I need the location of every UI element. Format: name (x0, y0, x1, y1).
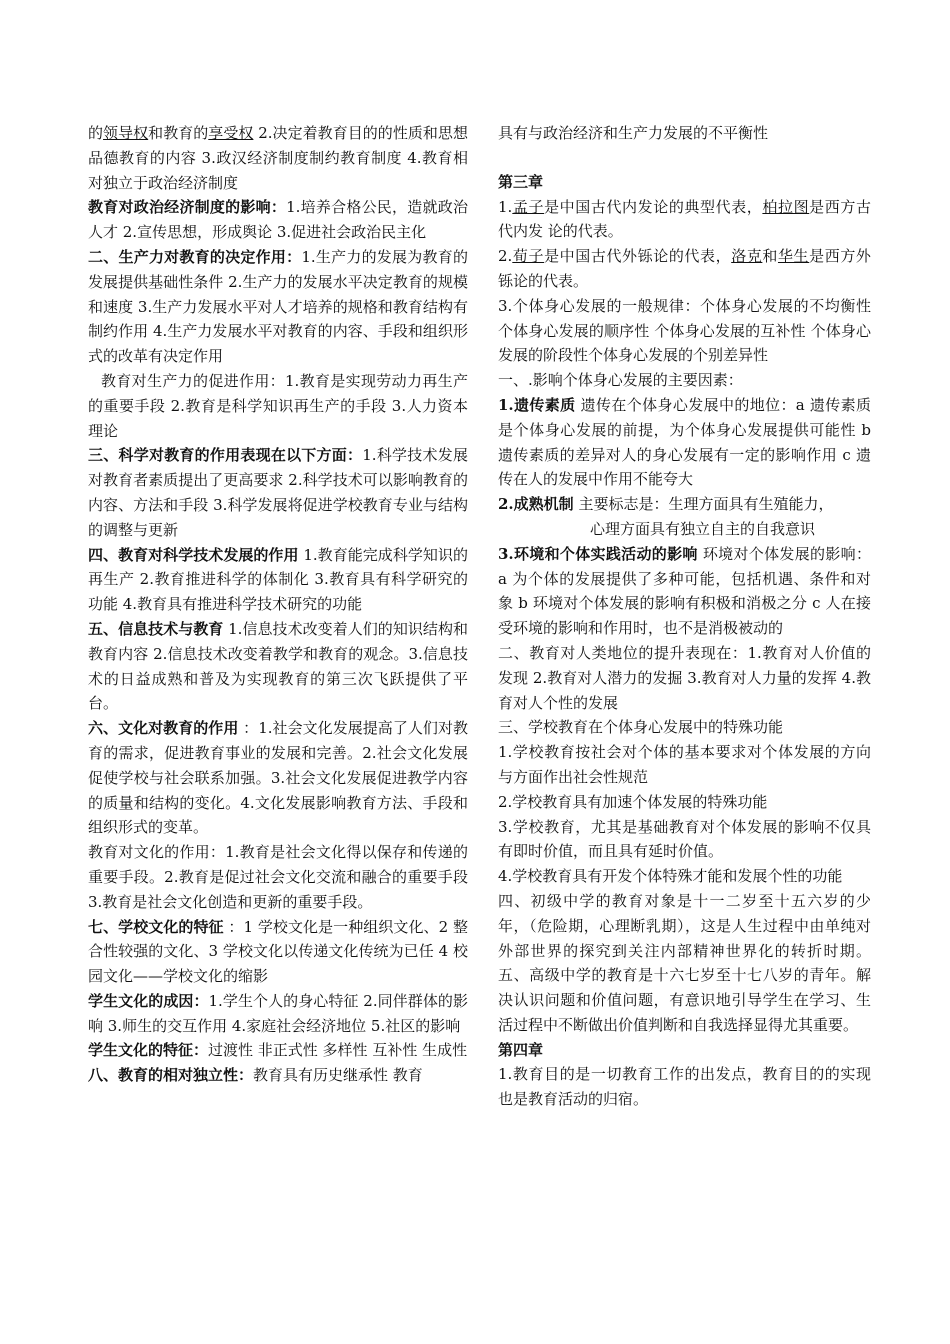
chapter-heading: 第三章 (498, 172, 544, 191)
paragraph-student-culture-causes (88, 989, 468, 1039)
section-heading: 八、教育的相对独立性： (88, 1066, 254, 1085)
underlined-term: 荀子 (512, 247, 545, 266)
underlined-term: 洛克 (731, 247, 763, 266)
chapter-heading: 第四章 (498, 1040, 544, 1059)
paragraph-human-status-elevation: 二、教育对人类地位的提升表现在：1.教育对人价值的发现 2.教育对人潜力的发掘 3.教育对人力量的发挥 4.教育对人个性的发展 (498, 643, 871, 712)
text: 2.决定着教育目的的性质和思想品德教育的内容 3.政汉经济制度制约教育制度 4.教育相对独立于政治经济制度 (88, 124, 468, 192)
paragraph-school-special-functions-heading: 三、学校教育在个体身心发展中的特殊功能 (498, 718, 784, 737)
text: 环境对个体发展的影响：a 为个体的发展提供了多种可能，包括机遇、条件和对象 b 环境对个体发展的影响有积极和消极之分 c 人在接受环境的影响和作用时，也不是消极被动的 (498, 544, 871, 638)
section-heading: 七、学校文化的特征 (88, 917, 224, 936)
underlined-term: 柏拉图 (762, 197, 810, 216)
text: 1.培养合格公民，造就政治人才 2.宣传思想，形成舆论 3.促进社会政治民主化 (88, 198, 468, 242)
paragraph-culture-effect-on-education (88, 716, 468, 840)
text: 1. (498, 197, 513, 216)
paragraph-middle-school-objects: 四、初级中学的教育对象是十一二岁至十五六岁的少年，（危险期，心理断乳期），这是人生过程中由单纯对外部世界的探究到关注内部精神世界化的转折时期。五、高级中学的教育是十六七岁至十七八岁的青年。解决认识问题和价值问题，有意识地引导学生在学习、生活过程中不断做出价值判断和自我选择显得尤其重要。 (498, 891, 871, 1034)
paragraph-education-effect-on-culture: 教育对文化的作用：1.教育是社会文化得以保存和传递的重要手段。2.教育是促过社会文化交流和融合的重要手段 3.教育是社会文化创造和更新的重要手段。 (88, 843, 468, 911)
paragraph-maturation (498, 492, 871, 517)
paragraph-environment-and-practice (498, 542, 871, 641)
text: 是中国古代内发论的典型代表， (544, 197, 763, 216)
section-heading: 四、教育对科学技术发展的作用 (88, 545, 299, 564)
paragraph-school-function-2: 2.学校教育具有加速个体发展的特殊功能 (498, 792, 768, 811)
paragraph-heredity (498, 393, 871, 492)
text: 1.科学技术发展对教育者素质提出了更高要求 2.科学技术可以影响教育的内容、方法和手段 3.科学发展将促进学校教育专业与结构的调整与更新 (88, 446, 468, 539)
text: 2. (498, 247, 513, 266)
text: 和 (762, 247, 778, 266)
paragraph-education-effect-on-politics (88, 195, 468, 245)
text: 教育具有历史继承性 教育 (253, 1066, 423, 1085)
text: 遗传在个体身心发展中的地位：a 遗传素质是个体身心发展的前提，为个体身心发展提供可能性 b 遗传素质的差异对人的身心发展有一定的影响作用 c 遗传在人的发展中作用不能夸大 (498, 395, 871, 489)
section-heading: 五、信息技术与教育 (88, 619, 224, 638)
text: 的 (88, 124, 104, 142)
section-heading: 3.环境和个体实践活动的影响 (498, 544, 698, 563)
paragraph-school-function-1: 1.学校教育按社会对个体的基本要求对个体发展的方向与方面作出社会性规范 (498, 743, 871, 786)
text: 1.生产力的发展为教育的发展提供基础性条件 2.生产力的发展水平决定教育的规模和速度 3.生产力发展水平对人才培养的规格和教育结构有制约作用 4.生产力发展水平对教育的内容、手段和组织形式的改革有决定作用 (88, 247, 468, 366)
paragraph-development-laws: 3.个体身心发展的一般规律：个体身心发展的不均衡性 个体身心发展的顺序性 个体身心发展的互补性 个体身心发展的阶段性个体身心发展的个别差异性 (498, 296, 871, 365)
paragraph-school-culture-features (88, 915, 468, 989)
underlined-term: 领导权 (103, 124, 149, 142)
paragraph-education-relative-independence (88, 1063, 468, 1088)
underlined-term: 孟子 (512, 197, 545, 216)
text: 是西方古代内发 论的代表。 (498, 197, 871, 241)
paragraph-information-technology (88, 617, 468, 716)
paragraph-internal-development-theory (498, 195, 871, 245)
text: 是中国古代外铄论的代表， (544, 247, 732, 266)
right-column (498, 121, 871, 1112)
chapter-three-title (498, 170, 871, 195)
section-heading: 三、科学对教育的作用表现在以下方面： (88, 446, 363, 465)
text: 1.教育能完成科学知识的再生产 2.教育推进科学的体制化 3.教育具有科学研究的功能 4.教育具有推进科学技术研究的功能 (88, 545, 468, 614)
section-heading: 2.成熟机制 (498, 495, 574, 514)
paragraph-main-factors-heading: 一、.影响个体身心发展的主要因素： (498, 371, 743, 390)
paragraph-school-function-3: 3.学校教育，尤其是基础教育对个体发展的影响不仅具有即时价值，而且具有延时价值。 (498, 817, 871, 861)
text: 1.学生个人的身心特征 2.同伴群体的影响 3.师生的交互作用 4.家庭社会经济地位 5.社区的影响 (88, 991, 468, 1035)
paragraph-imbalance-continuation: 具有与政治经济和生产力发展的不平衡性 (498, 124, 769, 142)
underlined-term: 享受权 (208, 124, 254, 142)
text: ：1 学校文化是一种组织文化、2 整合性较强的文化、3 学校文化以传递文化传统为已任 4 校园文化——学校文化的缩影 (88, 917, 468, 986)
text: 1.信息技术改变着人们的知识结构和教育内容 2.信息技术改变着教学和教育的观念。3.信息技术的日益成熟和普及为实现教育的第三次飞跃提供了平台。 (88, 619, 468, 713)
section-heading: 学生文化的特征： (88, 1041, 209, 1060)
chapter-four-title (498, 1038, 871, 1063)
text: 和教育的 (148, 124, 209, 142)
paragraph-political-economy-decision (88, 121, 468, 195)
section-heading: 二、生产力对教育的决定作用： (88, 247, 302, 266)
section-heading: 教育对政治经济制度的影响： (88, 198, 287, 217)
paragraph-productivity-decides-education (88, 245, 468, 369)
text: ：1.社会文化发展提高了人们对教育的需求，促进教育事业的发展和完善。2.社会文化发展促使学校与社会联系加强。3.社会文化发展促进教学内容的质量和结构的变化。4.文化发展影响教育方法、手段和组织形式的变革。 (88, 719, 468, 837)
paragraph-external-development-theory (498, 244, 871, 294)
section-heading: 1.遗传素质 (498, 395, 576, 414)
paragraph-science-effect-on-education (88, 443, 468, 542)
section-heading: 六、文化对教育的作用 (88, 719, 239, 738)
section-heading: 学生文化的成因： (88, 991, 209, 1010)
spacer (498, 146, 871, 170)
text: 是西方外铄论的代表。 (498, 247, 871, 290)
text: 过渡性 非正式性 多样性 互补性 生成性 (208, 1041, 468, 1060)
paragraph-education-promotes-productivity: 教育对生产力的促进作用：1.教育是实现劳动力再生产的重要手段 2.教育是科学知识再生产的手段 3.人力资本理论 (88, 371, 468, 440)
text: 主要标志是：生理方面具有生殖能力， (573, 495, 834, 514)
paragraph-maturation-continued: 心理方面具有独立自主的自我意识 (590, 519, 816, 538)
paragraph-school-function-4: 4.学校教育具有开发个体特殊才能和发展个性的功能 (498, 867, 843, 886)
underlined-term: 华生 (777, 247, 810, 266)
paragraph-education-effect-on-science (88, 543, 468, 617)
paragraph-education-purpose: 1.教育目的是一切教育工作的出发点，教育目的的实现也是教育活动的归宿。 (498, 1065, 871, 1109)
paragraph-student-culture-features (88, 1038, 468, 1063)
left-column (88, 121, 468, 1088)
